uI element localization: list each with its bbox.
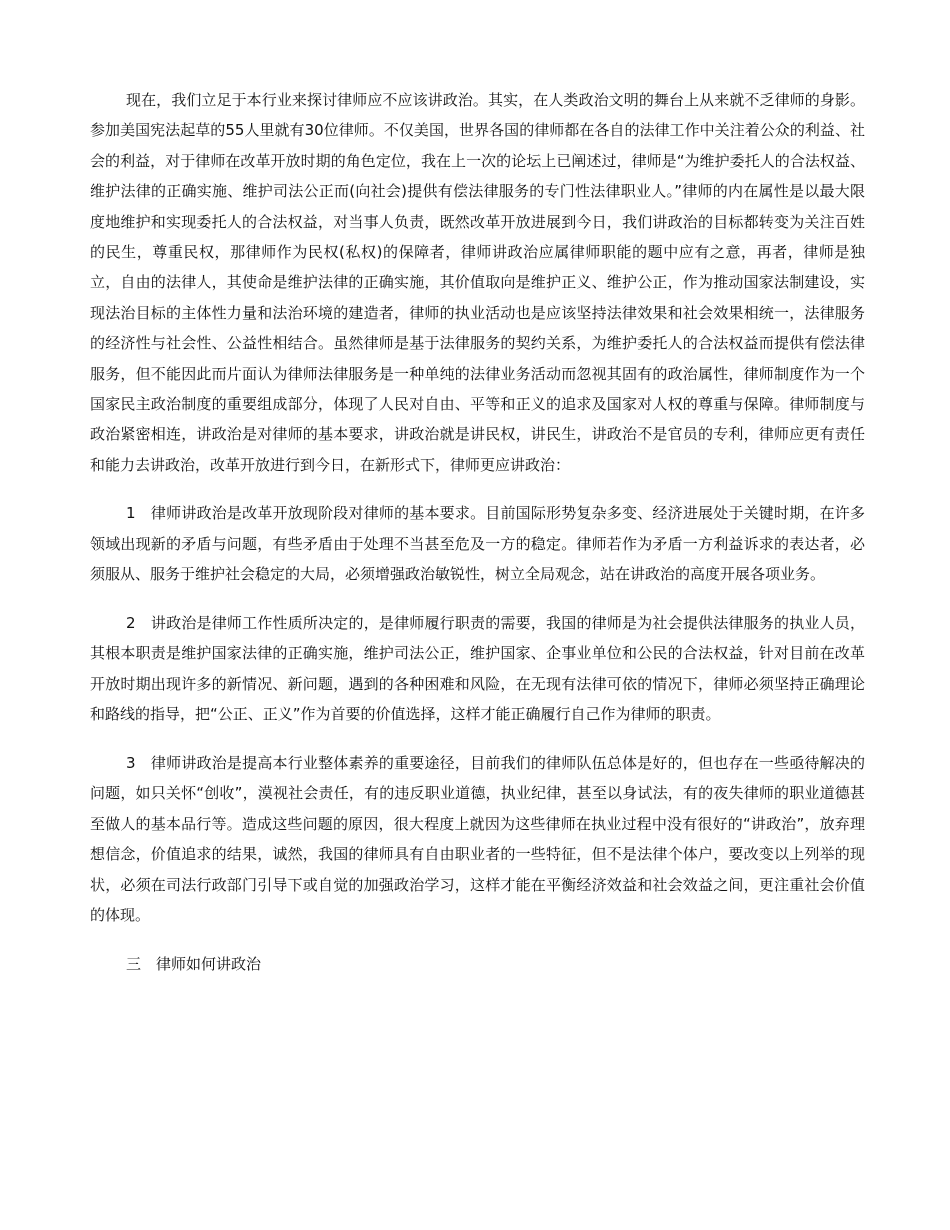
paragraph-point-2: 2 讲政治是律师工作性质所决定的，是律师履行职责的需要，我国的律师是为社会提供法律服务的执业人员，其根本职责是维护国家法律的正确实施，维护司法公正，维护国家、企事业单位和公民的合法权益，针对目前在改革开放时期出现许多的新情况、新问题，遇到的各种困难和风险，在无现有法律可依的情况下，律师必须坚持正确理论和路线的指导，把“公正、正义”作为首要的价值选择，这样才能正确履行自己作为律师的职责。 [90, 613, 865, 724]
document-page [90, 85, 865, 979]
paragraph-intro: 现在，我们立足于本行业来探讨律师应不应该讲政治。其实，在人类政治文明的舞台上从来就不乏律师的身影。参加美国宪法起草的55人里就有30位律师。不仅美国，世界各国的律师都在各自的法律工作中关注着公众的利益、社会的利益，对于律师在改革开放时期的角色定位，我在上一次的论坛上已阐述过，律师是“为维护委托人的合法权益、维护法律的正确实施、维护司法公正而(向社会)提供有偿法律服务的专门性法律职业人。”律师的内在属性是以最大限度地维护和实现委托人的合法权益，对当事人负责，既然改革开放进展到今日，我们讲政治的目标都转变为关注百姓的民生，尊重民权，那律师作为民权(私权)的保障者，律师讲政治应属律师职能的题中应有之意，再者，律师是独立，自由的法律人，其使命是维护法律的正确实施，其价值取向是维护正义、维护公正，作为推动国家法制建设，实现法治目标的主体性力量和法治环境的建造者，律师的执业活动也是应该坚持法律效果和社会效果相统一，法律服务的经济性与社会性、公益性相结合。虽然律师是基于法律服务的契约关系，为维护委托人的合法权益而提供有偿法律服务，但不能因此而片面认为律师法律服务是一种单纯的法律业务活动而忽视其固有的政治属性，律师制度作为一个国家民主政治制度的重要组成部分，体现了人民对自由、平等和正义的追求及国家对人权的尊重与保障。律师制度与政治紧密相连，讲政治是对律师的基本要求，讲政治就是讲民权，讲民生，讲政治不是官员的专利，律师应更有责任和能力去讲政治，改革开放进行到今日，在新形式下，律师更应讲政治： [90, 91, 865, 474]
paragraph-point-1: 1 律师讲政治是改革开放现阶段对律师的基本要求。目前国际形势复杂多变、经济进展处于关键时期，在许多领域出现新的矛盾与问题，有些矛盾由于处理不当甚至危及一方的稳定。律师若作为矛盾一方利益诉求的表达者，必须服从、服务于维护社会稳定的大局，必须增强政治敏锐性，树立全局观念，站在讲政治的高度开展各项业务。 [90, 504, 865, 584]
paragraph-point-3: 3 律师讲政治是提高本行业整体素养的重要途径，目前我们的律师队伍总体是好的，但也存在一些亟待解决的问题，如只关怀“创收”，漠视社会责任，有的违反职业道德，执业纪律，甚至以身试法，有的夜失律师的职业道德甚至做人的基本品行等。造成这些问题的原因，很大程度上就因为这些律师在执业过程中没有很好的“讲政治”，放弃理想信念，价值追求的结果，诚然，我国的律师具有自由职业者的一些特征，但不是法律个体户，要改变以上列举的现状，必须在司法行政部门引导下或自觉的加强政治学习，这样才能在平衡经济效益和社会效益之间，更注重社会价值的体现。 [90, 753, 865, 925]
section-heading: 三 律师如何讲政治 [126, 954, 262, 973]
